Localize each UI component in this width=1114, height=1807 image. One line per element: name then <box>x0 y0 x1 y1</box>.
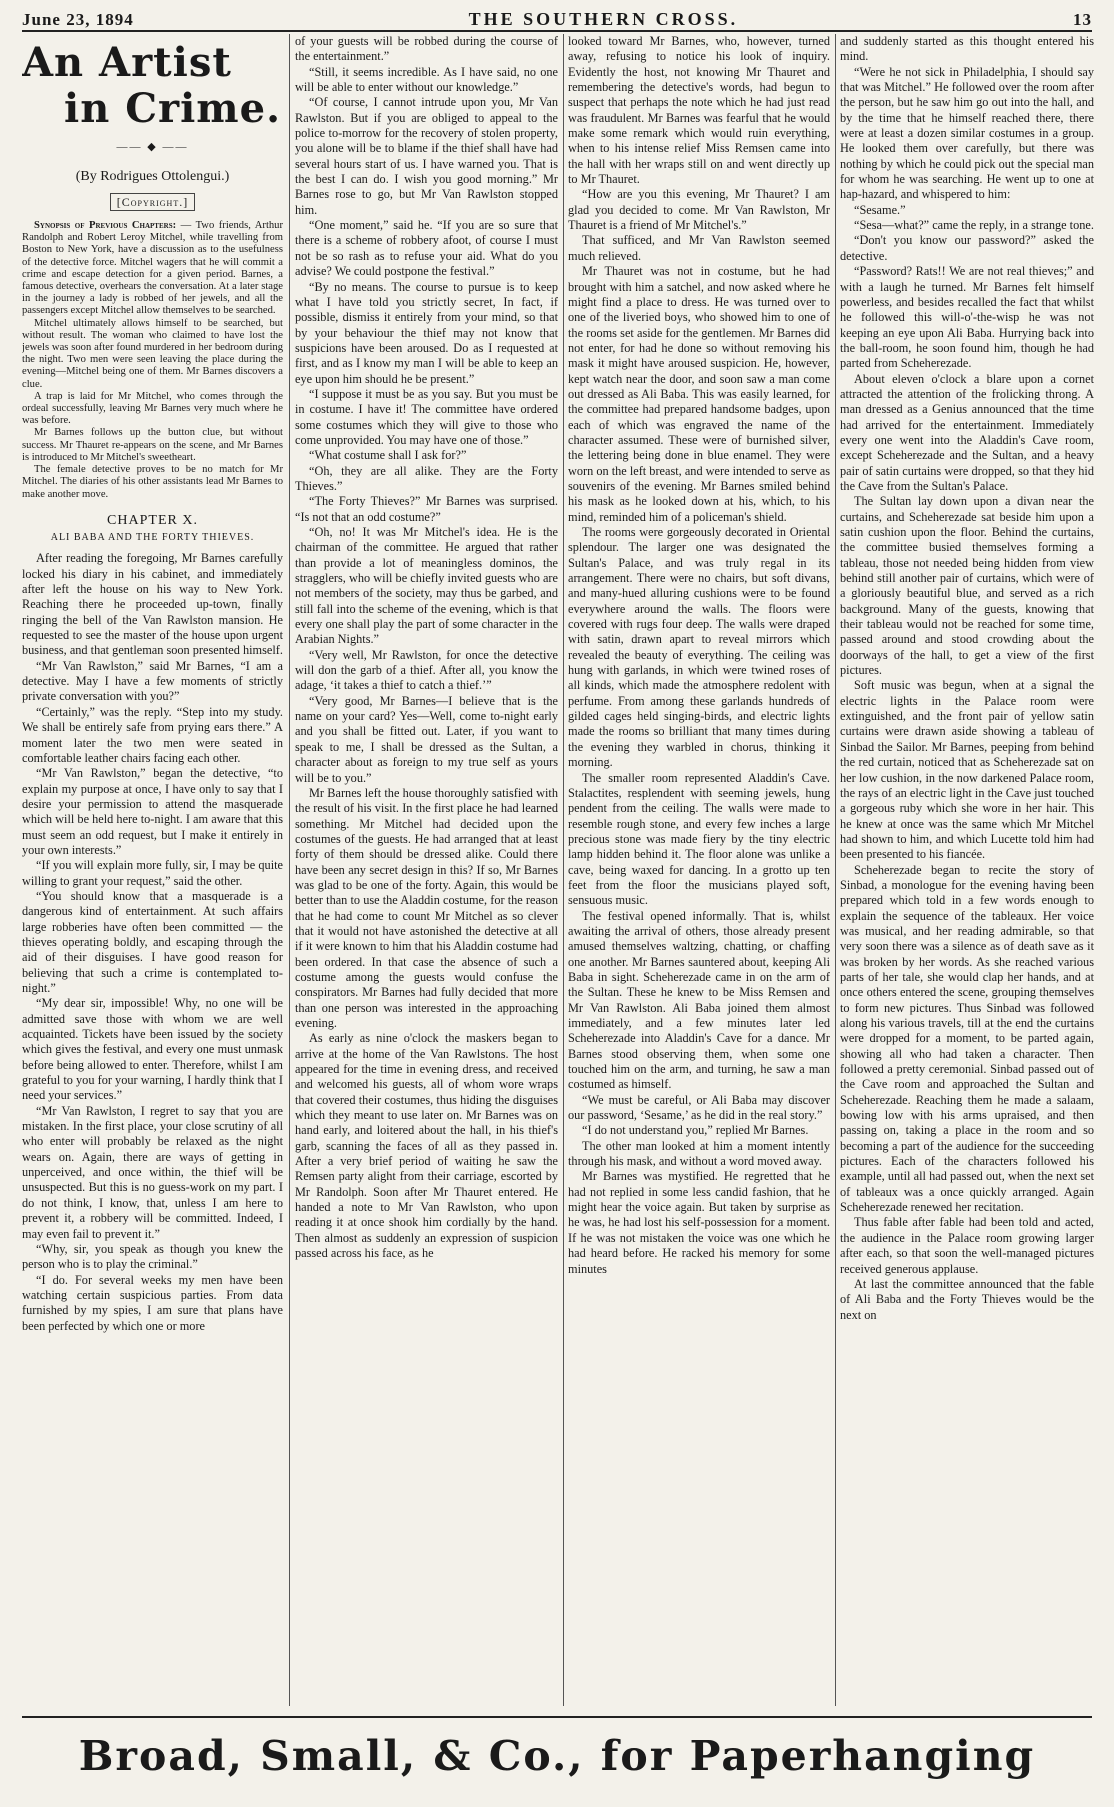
body-paragraph: “By no means. The course to pursue is to keep what I have told you strictly secret, In fact, if possible, dismiss it entirely from your mind, so that by your behaviour the thief may not know that suspicions have been aroused. Do as I requested at first, and as I know my man I will be able to keep an eye upon him should he be present.” <box>295 279 558 386</box>
column-2 <box>295 34 558 1706</box>
body-paragraph: and suddenly started as this thought entered his mind. <box>840 34 1094 64</box>
body-paragraph: “Very good, Mr Barnes—I believe that is the name on your card? Yes—Well, come to-night early and you shall be fitted out. Later, if you want to speak to me, I shall be dressed as the Sultan, a character about as foreign to my true self as yours will be to you.” <box>295 693 558 785</box>
story-title-line-2: in Crime. <box>64 85 282 132</box>
copyright-label: [Copyright.] <box>110 193 195 211</box>
synopsis-paragraph: The female detective proves to be no match for Mr Mitchel. The diaries of his other assistants lead Mr Barnes to make another move. <box>22 464 283 500</box>
column-3 <box>568 34 830 1706</box>
column-divider <box>835 34 836 1706</box>
body-paragraph: As early as nine o'clock the maskers began to arrive at the home of the Van Rawlstons. The host appeared for the time in evening dress, and received and welcomed his guests, all of whom wore wraps that covered their costumes, thus hiding the disguises which they meant to use later on. Mr Barnes was on hand early, and loitered about the hall, in his thief's garb, scanning the faces of all as they passed in. After a very brief period of waiting he saw the Remsen party alight from their carriage, escorted by Mr Randolph. Soon after Mr Thauret entered. He handed a note to Mr Van Rawlston, who upon reading it at once shook him cordially by the hand. Then almost as suddenly an expression of suspicion passed across his face, as he <box>295 1031 558 1261</box>
body-paragraph: “If you will explain more fully, sir, I may be quite willing to grant your request,” said the other. <box>22 858 283 888</box>
body-paragraph: The other man looked at him a moment intently through his mask, and without a word moved away. <box>568 1138 830 1169</box>
body-paragraph: Mr Barnes left the house thoroughly satisfied with the result of his visit. In the first place he had learned something. Mr Mitchel had decided upon the costumes of the guests. He had arranged that at least forty of them should be dressed alike. Could there have been any secret design in this? If so, Mr Barnes was glad to be one of the forty. Again, this would be better than to use the Aladdin costume, for the reason that he had come to count Mr Mitchel as so clever that it would not have astonished the detective at all if it were known to him that his Aladdin costume had been ordered. In that case the absence of such a costume among the guests would confuse the conspirators. Mr Barnes had fully decided that more than one person was interested in the approaching evening. <box>295 785 558 1030</box>
body-paragraph: After reading the foregoing, Mr Barnes carefully locked his diary in his cabinet, and immediately after left the house on his way to New York. Reaching there he proceeded up-town, finally ringing the bell of the Van Rawlston mansion. He requested to see the master of the house upon urgent business, and that gentleman soon presented himself. <box>22 551 283 658</box>
chapter-title: ALI BABA AND THE FORTY THIEVES. <box>50 532 255 544</box>
body-paragraph: “Mr Van Rawlston,” began the detective, “to explain my purpose at once, I have only to say that I desire your permission to attend the masquerade which will be held here to-night. I am aware that this must seem an odd request, but I make it entirely in your own interests.” <box>22 766 283 857</box>
body-paragraph: The Sultan lay down upon a divan near the curtains, and Scheherezade sat beside him upon a satin cushion upon the floor. Behind the curtains, the committee busied themselves forming a tableau, those not needed being hidden from view behind still another pair of curtains, which were of a gloriously beautiful blue, and served as a rich background. Many of the guests, knowing that their tableau would not be reached for some time, passed around and stood crowding about the doorways of the hall, to get a view of the first pictures. <box>840 494 1094 678</box>
story-title-line-1: An Artist <box>22 39 232 86</box>
body-paragraph: “You should know that a masquerade is a dangerous kind of entertainment. At such affairs large robberies have often been committed — the thieves operating boldly, and escaping through the aid of their disguises. I have good reason for believing that such a crime is contemplated to-night.” <box>22 888 283 996</box>
body-paragraph: of your guests will be robbed during the course of the entertainment.” <box>295 34 558 64</box>
body-paragraph: “Sesame.” <box>854 202 906 217</box>
body-paragraph: “Of course, I cannot intrude upon you, Mr Van Rawlston. But if you are obliged to appeal to the police to-morrow for the recovery of stolen property, you alone will be to blame if the thief shall have had several hours start of us. I have warned you. That is the best I can do. I wish you good morning.” Mr Barnes rose to go, but Mr Van Rawlston stopped him. <box>295 95 558 217</box>
body-paragraph: “My dear sir, impossible! Why, no one will be admitted save those with whom we are well acquainted. Tickets have been issued by the society which gives the festival, and every one must unmask before being allowed to enter. Therefore, whilst I am grateful to you for your warning, I hardly think that I need your services.” <box>22 996 283 1103</box>
body-paragraph: looked toward Mr Barnes, who, however, turned away, refusing to notice his look of inquiry. Evidently the host, not knowing Mr Thauret and remembering the detective's words, had begun to suspect that perhaps the note which he had just read was fraudulent. Mr Barnes was fearful that he would make some remark which would ruin everything, when to his intense relief Miss Remsen came into the hall with her wraps still on and went directly up to Mr Thauret. <box>568 34 830 187</box>
body-paragraph: “Mr Van Rawlston,” said Mr Barnes, “I am a detective. May I have a few moments of strictly private conversation with you?” <box>22 658 283 704</box>
body-paragraph: “I suppose it must be as you say. But you must be in costume. I have it! The committee have ordered some costumes which they will give to those who come unprovided. You may have one of those.” <box>295 386 558 447</box>
body-paragraph: “Oh, no! It was Mr Mitchel's idea. He is the chairman of the committee. He argued that rather than provide a lot of meaningless dominos, the stragglers, who will be chiefly invited guests who are not members of the society, may thus be garbed, and still fall into the scheme of the evening, which is that every one shall play the part of some character in the Arabian Nights.” <box>295 525 558 647</box>
body-paragraph: “The Forty Thieves?” Mr Barnes was surprised. “Is not that an odd costume?” <box>295 494 558 524</box>
body-paragraph: “What costume shall I ask for?” <box>309 448 467 463</box>
title-ornament: —— ◆ —— <box>116 141 189 153</box>
body-paragraph: “Sesa—what?” came the reply, in a strange tone. <box>854 218 1094 233</box>
body-paragraph: “Oh, they are all alike. They are the Forty Thieves.” <box>295 463 558 493</box>
body-paragraph: Scheherezade began to recite the story of Sinbad, a monologue for the evening having been prepared which told in a few words enough to explain the sequence of the tableaux. Her voice was musical, and her reading admirable, so that very soon there was a silence as of death save as it was broken by her words. As she reached various parts of her tale, she would clap her hands, and at once others entered the scene, grouping themselves to form new pictures. Thus Sinbad was followed along his various travels, till at the end the curtains were dropped for a moment, to be parted again, showing all who had taken a character. Then followed a pretty ceremonial. Sinbad passed out of the Cave room and approached the Sultan and Scheherezade. Reaching them he made a salaam, bowing low with his arms upraised, and then passing on, taking a place in the room and so becoming a part of the audience for the succeeding pictures. Each of the characters followed his example, until all had passed out, when the next set of tableaux was a once quickly arranged. Again Scheherezade renewed her recitation. <box>840 862 1094 1215</box>
column-divider <box>289 34 290 1706</box>
body-paragraph: That sufficed, and Mr Van Rawlston seemed much relieved. <box>568 233 830 263</box>
body-paragraph: “I do not understand you,” replied Mr Barnes. <box>582 1123 809 1138</box>
page-number: 13 <box>1073 10 1092 29</box>
body-paragraph: “Still, it seems incredible. As I have said, no one will be able to enter without our knowledge.” <box>295 64 558 95</box>
synopsis-paragraph: A trap is laid for Mr Mitchel, who comes through the ordeal successfully, leaving Mr Barnes very much where he was before. <box>22 390 283 427</box>
body-paragraph: The rooms were gorgeously decorated in Oriental splendour. The larger one was designated the Sultan's Palace, and was truly regal in its arrangement. There were no chairs, but soft divans, and many-hued alluring cushions were to be found everywhere around the walls. The floors were covered with rugs four deep. The walls were draped with satin, drawn apart to reveal mirrors which revealed the beauty of everything. The ceiling was hung with garlands, in which were twined roses of all kinds, which made the atmosphere redolent with perfume. From among these garlands hundreds of gilded cages held singing-birds, and electric lights made the rooms so brilliant that many times during the evening they warbled in chorus, thinking it morning. <box>568 525 830 770</box>
synopsis <box>22 220 283 501</box>
synopsis-paragraph <box>22 220 283 318</box>
footer-advertisement <box>22 1716 1092 1794</box>
body-paragraph: “Password? Rats!! We are not real thieves;” and with a laugh he turned. Mr Barnes felt himself powerless, and besides recalled the fact that whilst he followed this will-o'-the-wisp he was not keeping an eye upon Ali Baba. Hurrying back into the ball-room, he soon found him, though he had parted from Scheherezade. <box>840 264 1094 371</box>
issue-date: June 23, 1894 <box>22 10 134 29</box>
body-paragraph: “One moment,” said he. “If you are so sure that there is a scheme of robbery afoot, of course I must not be so rash as to refuse your aid. What do you advise? We could postpone the festival.” <box>295 218 558 279</box>
page-header <box>22 4 1092 32</box>
body-paragraph: At last the committee announced that the fable of Ali Baba and the Forty Thieves would be the next on <box>840 1276 1094 1322</box>
body-paragraph: Mr Thauret was not in costume, but he had brought with him a satchel, and now asked where he might find a place to dress. He was turned over to one of the liveried boys, who showed him to one of the rooms set aside for the gentlemen. Mr Barnes did not enter, for had he done so without removing his mask it might have aroused suspicion. He, however, kept watch near the door, and soon saw a man come out dressed as Ali Baba. This was easily learned, for the committee had prepared handsome badges, upon each of which was engraved the name of the character assumed. These were of burnished silver, the lettering being done in blue enamel. They were worn on the left breast, and were intended to serve as souvenirs of the evening. Mr Barnes smiled behind his mask as he looked down at his, which, to his mind, reminded him of a policeman's shield. <box>568 264 830 524</box>
chapter-heading: CHAPTER X. <box>107 512 198 528</box>
body-paragraph: Mr Barnes was mystified. He regretted that he had not replied in some less candid fashion, that he might hear the voice again. But taken by surprise as he was, he had lost his self-possession for a moment. If he was not mistaken the voice was one which he had heard before. He racked his memory for some minutes <box>568 1169 830 1276</box>
body-paragraph: “Why, sir, you speak as though you knew the person who is to play the criminal.” <box>22 1241 283 1272</box>
synopsis-lead: Synopsis of Previous Chapters: <box>34 220 177 232</box>
body-paragraph: About eleven o'clock a blare upon a cornet attracted the attention of the frolicking throng. A man dressed as a Genius announced that the time had arrived for the entertainment. Immediately every one went into the Aladdin's Cave room, except Scheherezade and the Sultan, and a heavy pair of satin curtains were dropped, so that they hid the Cave from the Sultan's Palace. <box>840 371 1094 493</box>
body-paragraph: Thus fable after fable had been told and acted, the audience in the Palace room growing larger after each, so that soon the well-managed pictures received generous applause. <box>840 1215 1094 1276</box>
body-paragraph: “Certainly,” was the reply. “Step into my study. We shall be entirely safe from prying ears there.” A moment later the two men were seated in comfortable leather chairs facing each other. <box>22 704 283 765</box>
byline: (By Rodrigues Ottolengui.) <box>75 169 230 185</box>
advert-text: Broad, Small, & Co., for Paperhanging <box>78 1732 1036 1780</box>
copyright-notice <box>22 195 283 210</box>
body-paragraph: “Very well, Mr Rawlston, for once the detective will don the garb of a thief. After all, you know the adage, ‘it takes a thief to catch a thief.’” <box>295 647 558 693</box>
body-paragraph: The festival opened informally. That is, whilst awaiting the arrival of others, those already present amused themselves waltzing, chatting, or chaffing one another. Mr Barnes sauntered about, keeping Ali Baba in sight. Scheherezade came in on the arm of the Sultan. These he knew to be Miss Remsen and Mr Van Rawlston. Ali Baba joined them almost immediately, and a few minutes later led Scheherezade into Aladdin's Cave for a dance. Mr Barnes stood observing them, when some one touched him on the arm, and turning, he saw a man costumed as himself. <box>568 908 830 1092</box>
body-paragraph: “I do. For several weeks my men have been watching certain suspicious parties. From data furnished by my spies, I am sure that plans have been perfected by which one or more <box>22 1272 283 1333</box>
newspaper-name: THE SOUTHERN CROSS. <box>468 9 739 29</box>
column-divider <box>563 34 564 1706</box>
column-4 <box>840 34 1094 1706</box>
column-1 <box>22 34 283 1706</box>
body-paragraph: “We must be careful, or Ali Baba may discover our password, ‘Sesame,’ as he did in the real story.” <box>568 1092 830 1123</box>
body-paragraph: “Were he not sick in Philadelphia, I should say that was Mitchel.” He followed over the room after the person, but he saw him go out into the hall, and by the time that he himself reached there, there were at least a dozen similar costumes in a group. He looked them over carefully, but there was nothing by which he could pick out the special man for whom he was searching. He went up to one at hap-hazard, and whispered to him: <box>840 64 1094 202</box>
synopsis-paragraph: Mr Barnes follows up the button clue, but without success. Mr Thauret re-appears on the scene, and Mr Barnes is introduced to Mr Mitchel's sweetheart. <box>22 427 283 463</box>
body-paragraph: “Don't you know our password?” asked the detective. <box>840 233 1094 263</box>
body-paragraph: “Mr Van Rawlston, I regret to say that you are mistaken. In the first place, your close scrutiny of all who enter will probably be relaxed as the night wears on. Again, there are ways of getting in unperceived, and once within, the thief will be unsuspected. But this is no guess-work on my part. I do not think, I know, that, unless I am here to prevent it, a robbery will be committed. Indeed, I may even fail to prevent it.” <box>22 1103 283 1241</box>
body-paragraph: Soft music was begun, when at a signal the electric lights in the Palace room were extinguished, and the front pair of yellow satin curtains were drawn aside showing a tableau of Sinbad the Sailor. Mr Barnes, peeping from behind the red curtain, noticed that as Scheherezade sat on her low cushion, in the now darkened Palace room, the rays of an electric light in the Cave just touched a gorgeous ruby which she wore in her hair. This he knew at once was the same which Mr Mitchel had shown to him, and which Lucette told him had been presented to his fiancée. <box>840 678 1094 862</box>
synopsis-paragraph: Mitchel ultimately allows himself to be searched, but without result. The woman who claimed to have lost the jewels was soon after found murdered in her bedroom during the night. Two men were seen leaving the place during the evening—Mitchel being one of them. Mr Barnes discovers a clue. <box>22 317 283 390</box>
synopsis-text: — Two friends, Arthur Randolph and Robert Leroy Mitchel, while travelling from Boston to New York, have a discussion as to the usefulness of the detective force. Mitchel wagers that he will commit a crime and escape detection for a given period. Barnes, a famous detective, overhears the conversation. At a later stage in the journey a lady is robbed of her jewels, and all the passengers except Mitchel allow themselves to be searched. <box>22 220 283 317</box>
column-1-body <box>22 551 283 1334</box>
body-paragraph: The smaller room represented Aladdin's Cave. Stalactites, resplendent with seeming jewels, hung pendent from the ceiling. The walls were made to resemble rough stone, and every few inches a large precious stone was made fiery by the tiny electric lamp hidden behind it. The floor alone was unlike a cave, being waxed for dancing. In a grotto up ten feet from the floor the musicians played soft, sensuous music. <box>568 770 830 908</box>
body-paragraph: “How are you this evening, Mr Thauret? I am glad you decided to come. Mr Van Rawlston, Mr Thauret is a friend of Mr Mitchel's.” <box>568 187 830 233</box>
